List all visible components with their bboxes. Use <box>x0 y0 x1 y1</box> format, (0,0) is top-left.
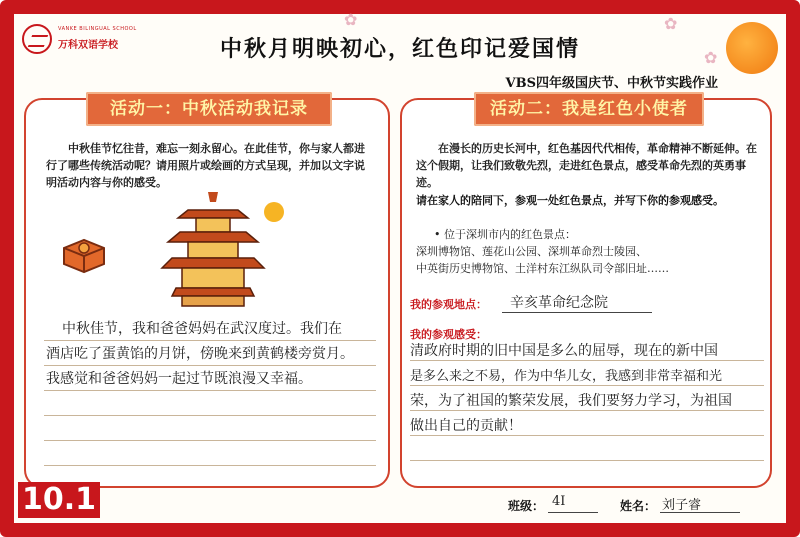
moon-icon <box>264 202 284 222</box>
visit-place-value: 辛亥革命纪念院 <box>510 295 608 311</box>
ruled-lines <box>44 316 376 466</box>
name-label: 姓名： <box>620 499 657 513</box>
visit-feeling-label: 我的参观感受： <box>410 328 487 341</box>
name-underline <box>660 512 740 513</box>
bullet-icon: • <box>434 228 444 241</box>
plum-blossom-icon: ✿ <box>664 14 678 33</box>
activity-two-panel <box>400 98 772 488</box>
yellow-crane-tower-icon <box>158 188 268 308</box>
page-subtitle: VBS四年级国庆节、中秋节实践作业 <box>505 76 718 91</box>
plum-blossom-icon: ✿ <box>704 48 718 67</box>
national-day-logo: 10.1 <box>18 482 100 518</box>
school-name-en: VANKE BILINGUAL SCHOOL <box>58 26 137 32</box>
activity-two-intro: 在漫长的历史长河中，红色基因代代相传，革命精神不断延伸。在这个假期，让我们致敬先烈，走进红色景点，感受革命先烈的英勇事迹。 <box>416 142 757 189</box>
red-sites-list <box>416 226 762 277</box>
mooncake-icon <box>58 234 110 278</box>
class-underline <box>548 512 598 513</box>
feeling-line: 清政府时期的旧中国是多么的屈辱，现在的新中国 <box>410 343 718 359</box>
activity-one-banner: 活动一：中秋活动我记录 <box>86 92 332 126</box>
full-moon-icon <box>726 22 778 74</box>
feeling-line: 做出自己的贡献！ <box>410 418 522 434</box>
feeling-line: 荣，为了祖国的繁荣发展，我们要努力学习，为祖国 <box>410 393 732 409</box>
red-sites-title: 位于深圳市内的红色景点： <box>444 228 576 241</box>
activity-one-prompt: 中秋佳节忆往昔，难忘一刻永留心。在此佳节，你与家人都进行了哪些传统活动呢？请用照片或绘画的方式呈现，并加以文字说明活动内容与你的感受。 <box>46 142 365 189</box>
journal-line: 我感觉和爸爸妈妈一起过节既浪漫又幸福。 <box>46 371 312 387</box>
red-sites-line: 深圳博物馆、莲花山公园、深圳革命烈士陵园、 <box>416 245 647 258</box>
class-label: 班级： <box>508 499 545 513</box>
activity-two-task: 请在家人的陪同下，参观一处红色景点，并写下你的参观感受。 <box>416 194 724 207</box>
plum-blossom-icon: ✿ <box>344 10 358 29</box>
class-value: 4I <box>552 494 566 509</box>
name-value: 刘子睿 <box>662 498 702 513</box>
page-title: 中秋月明映初心，红色印记爱国情 <box>219 36 580 62</box>
activity-two-banner: 活动二：我是红色小使者 <box>474 92 704 126</box>
journal-line: 中秋佳节，我和爸爸妈妈在武汉度过。我们在 <box>62 321 342 337</box>
school-name-cn: 万科双语学校 <box>58 40 118 51</box>
visit-place-label: 我的参观地点： <box>410 298 487 311</box>
visit-place-underline <box>502 312 652 313</box>
activity-one-panel <box>24 98 390 488</box>
feeling-line: 是多么来之不易，作为中华儿女，我感到非常幸福和光 <box>410 369 723 384</box>
red-sites-line: 中英街历史博物馆、土洋村东江纵队司令部旧址…… <box>416 262 669 275</box>
journal-line: 酒店吃了蛋黄馅的月饼，傍晚来到黄鹤楼旁赏月。 <box>46 346 354 362</box>
